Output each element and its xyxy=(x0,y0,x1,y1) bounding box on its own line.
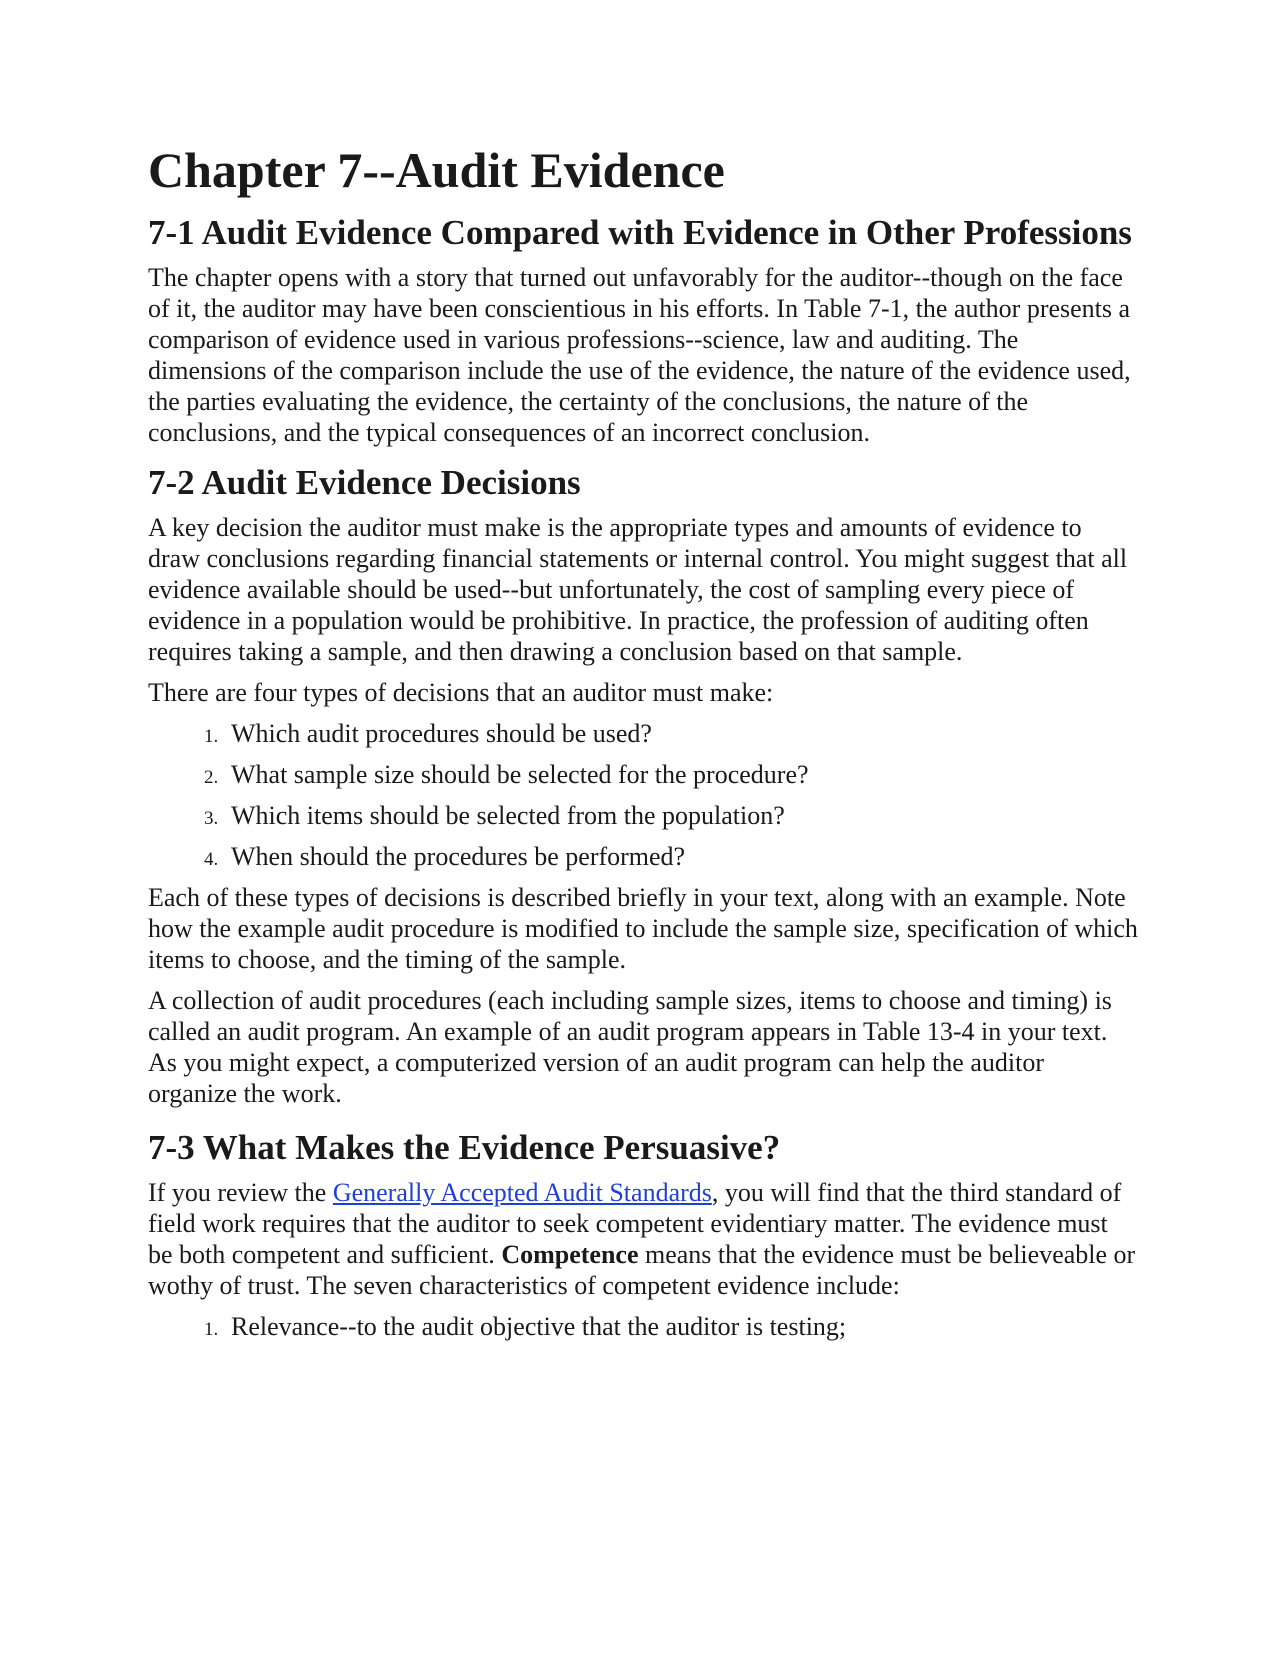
decision-list xyxy=(148,718,1138,872)
section-7-1 xyxy=(148,212,1138,448)
text-run: , you will find that the third standard of field work requires that the auditor to seek competent evidentiary matter. The evidence must be both competent and sufficient. xyxy=(148,1178,1122,1269)
section-7-3 xyxy=(148,1127,1138,1342)
list-item: 1. Relevance--to the audit objective that the auditor is testing; xyxy=(223,1311,1138,1342)
paragraph: There are four types of decisions that an auditor must make: xyxy=(148,678,774,707)
paragraph: Each of these types of decisions is described briefly in your text, along with an example. Note how the example audit procedure is modified to include the sample size, specification of which items to choose, and the timing of the sample. xyxy=(148,883,1138,974)
section-heading: 7-3 What Makes the Evidence Persuasive? xyxy=(148,1128,781,1167)
document-page xyxy=(148,140,1138,1352)
characteristics-list xyxy=(148,1311,1138,1342)
bold-term: Competence xyxy=(501,1240,639,1269)
gaas-link[interactable]: Generally Accepted Audit Standards xyxy=(332,1178,712,1207)
section-heading: 7-2 Audit Evidence Decisions xyxy=(148,463,581,502)
paragraph xyxy=(148,1177,1138,1301)
section-heading: 7-1 Audit Evidence Compared with Evidence in Other Professions xyxy=(148,213,1132,252)
chapter-title: Chapter 7--Audit Evidence xyxy=(148,142,725,198)
text-run: means that the evidence must be believeable or wothy of trust. The seven characteristics of competent evidence include: xyxy=(148,1240,1136,1300)
paragraph: A key decision the auditor must make is the appropriate types and amounts of evidence to draw conclusions regarding financial statements or internal control. You might suggest that all evidence available should be used--but unfortunately, the cost of sampling every piece of evidence in a population would be prohibitive. In practice, the profession of auditing often requires taking a sample, and then drawing a conclusion based on that sample. xyxy=(148,513,1128,666)
list-item: 1. Which audit procedures should be used? xyxy=(223,718,1138,749)
list-item: 4. When should the procedures be performed? xyxy=(223,841,1138,872)
section-7-2 xyxy=(148,462,1138,1109)
paragraph: A collection of audit procedures (each including sample sizes, items to choose and timing) is called an audit program. An example of an audit program appears in Table 13-4 in your text. As you might expect, a computerized version of an audit program can help the auditor organize the work. xyxy=(148,986,1112,1108)
text-run: If you review the xyxy=(148,1178,333,1207)
paragraph: The chapter opens with a story that turned out unfavorably for the auditor--though on the face of it, the auditor may have been conscientious in his efforts. In Table 7-1, the author presents a comparison of evidence used in various professions--science, law and auditing. The dimensions of the comparison include the use of the evidence, the nature of the evidence used, the parties evaluating the evidence, the certainty of the conclusions, the nature of the conclusions, and the typical consequences of an incorrect conclusion. xyxy=(148,263,1131,447)
list-item: 2. What sample size should be selected for the procedure? xyxy=(223,759,1138,790)
list-item: 3. Which items should be selected from the population? xyxy=(223,800,1138,831)
